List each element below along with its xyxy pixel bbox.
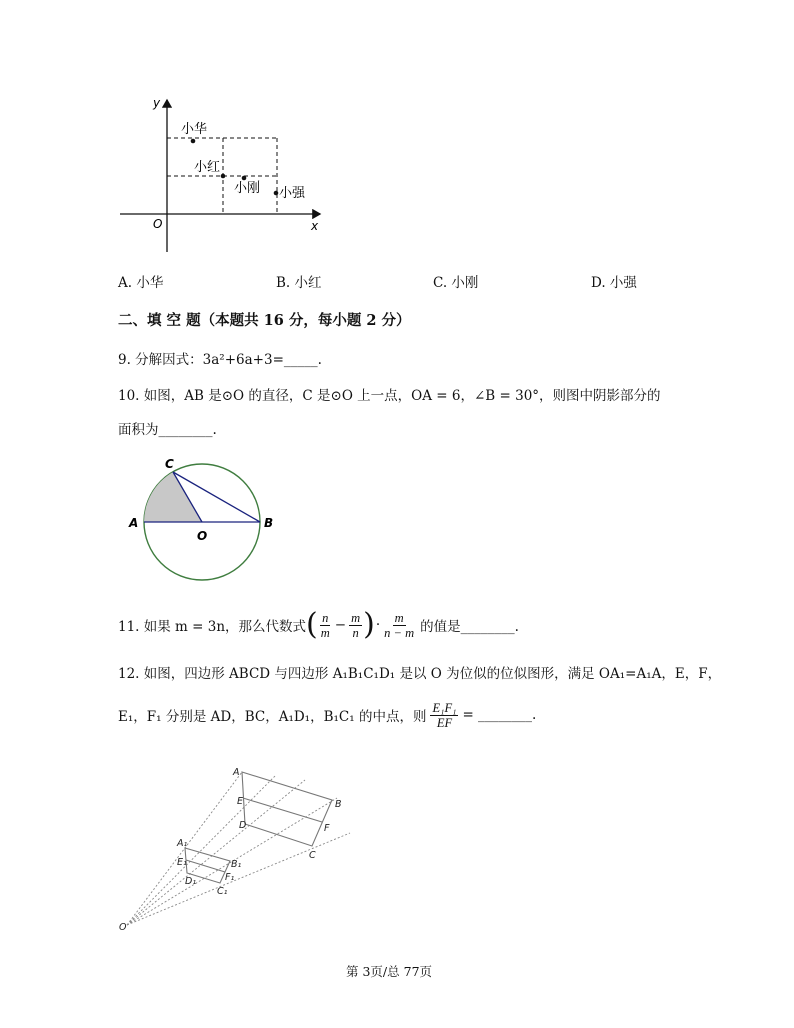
- quad-abcd: [242, 772, 332, 846]
- label-A1: A₁: [177, 838, 188, 849]
- y-axis-label: y: [153, 96, 161, 110]
- coordinate-graph: [110, 92, 340, 262]
- label-b: B: [264, 516, 274, 530]
- label-D1: D₁: [185, 876, 197, 887]
- label-C: C: [309, 850, 316, 861]
- label-c: C: [165, 457, 174, 471]
- label-xiaoqiang: 小强: [279, 186, 306, 201]
- label-O: O: [119, 922, 127, 933]
- section-heading: 二、填 空 题（本题共 16 分，每小题 2 分）: [118, 312, 411, 329]
- fraction-m-over-n-minus-m: $\frac{m}{n - m}$: [384, 610, 415, 640]
- fraction-n-over-m: $\frac{n}{m}$: [320, 610, 330, 640]
- option-a: A. 小华: [118, 275, 164, 291]
- fraction-m-over-n: $\frac{m}{n}$: [351, 610, 361, 640]
- label-A: A: [233, 767, 240, 778]
- label-B: B: [335, 799, 342, 810]
- x-axis-label: x: [311, 219, 319, 233]
- segment-e1f1: [186, 860, 225, 872]
- label-xiaogang: 小刚: [234, 181, 261, 196]
- label-E1: E₁: [177, 857, 187, 868]
- origin-label: O: [153, 217, 163, 231]
- question-12-line1: 12. 如图，四边形 ABCD 与四边形 A₁B₁C₁D₁ 是以 O 为位似的位似图形，满足 OA₁=A₁A，E，F，: [118, 666, 722, 682]
- label-F: F: [324, 823, 330, 834]
- question-10-line2: 面积为________.: [118, 422, 217, 438]
- option-c: C. 小刚: [433, 275, 479, 291]
- question-9: 9. 分解因式：3a²+6a+3=_____.: [118, 352, 322, 368]
- option-b: B. 小红: [276, 275, 322, 291]
- label-B1: B₁: [231, 859, 242, 870]
- label-D: D: [239, 820, 247, 831]
- question-12-tail: = ________.: [462, 707, 537, 723]
- circle-figure: [125, 452, 285, 592]
- homothety-figure: [115, 758, 360, 938]
- question-11-lead: 11. 如果 m = 3n，那么代数式: [118, 619, 307, 635]
- fraction-e1f1-over-ef: $\frac{\text{E₁F₁}}{EF}$: [432, 700, 457, 730]
- question-10-line1: 10. 如图，AB 是⊙O 的直径，C 是⊙O 上一点，OA = 6，∠B = 30°，则图中阴影部分的: [118, 388, 661, 404]
- label-C1: C₁: [217, 886, 228, 897]
- label-xiaohua: 小华: [181, 122, 208, 137]
- label-E: E: [237, 796, 244, 807]
- label-xiaohong: 小红: [194, 160, 221, 175]
- label-F1: F₁: [225, 872, 235, 883]
- question-12-lead: E₁，F₁ 分别是 AD，BC，A₁D₁，B₁C₁ 的中点，则: [118, 709, 427, 725]
- point-xiaogang: [242, 176, 247, 181]
- question-11: 11. 如果 m = 3n，那么代数式 ( $\frac{n}{m}$ − $\frac{m}{n}$ ) · $\frac{m}{n - m}$ 的值是________.: [118, 607, 519, 642]
- page-footer: 第 3页/总 77页: [346, 964, 433, 979]
- point-xiaohong: [221, 174, 226, 179]
- question-12-line2: [118, 698, 536, 732]
- shaded-sector: [144, 472, 202, 522]
- segment-ef: [243, 798, 322, 822]
- point-xiaohua: [191, 139, 196, 144]
- option-d: D. 小强: [591, 275, 637, 291]
- label-a: A: [129, 516, 139, 530]
- question-11-tail: 的值是________.: [420, 619, 519, 635]
- label-o: O: [197, 529, 208, 543]
- point-xiaoqiang: [274, 191, 279, 196]
